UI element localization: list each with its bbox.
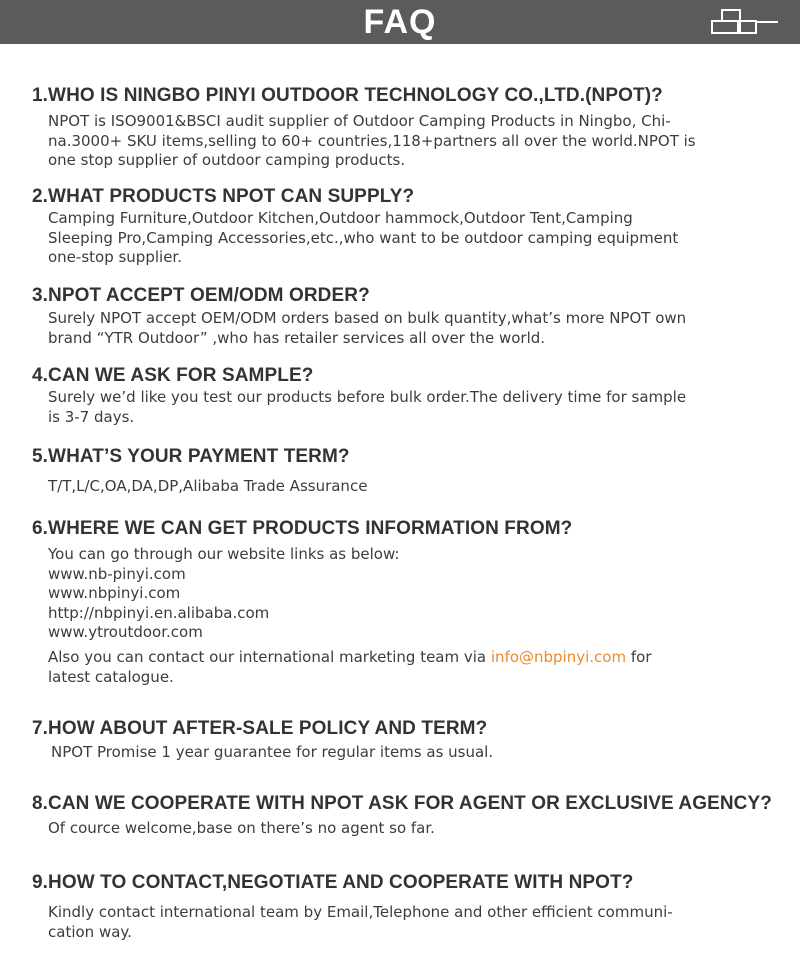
answer-line: T/T,L/C,OA,DA,DP,Alibaba Trade Assurance (48, 477, 368, 495)
faq-answer-6-contact (48, 648, 760, 687)
faq-question-1: 1.WHO IS NINGBO PINYI OUTDOOR TECHNOLOGY CO.,LTD.(NPOT)? (32, 85, 663, 106)
outline-blocks-icon (710, 8, 780, 36)
faq-question-7: 7.HOW ABOUT AFTER-SALE POLICY AND TERM? (32, 718, 488, 739)
website-link[interactable]: http://nbpinyi.en.alibaba.com (48, 603, 270, 622)
faq-answer-5 (48, 477, 760, 497)
faq-question-2: 2.WHAT PRODUCTS NPOT CAN SUPPLY? (32, 186, 415, 207)
faq-answer-3 (48, 309, 760, 348)
answer-line: one stop supplier of outdoor camping products. (48, 151, 406, 170)
faq-question-6: 6.WHERE WE CAN GET PRODUCTS INFORMATION FROM? (32, 518, 573, 539)
contact-line (48, 648, 760, 668)
answer-line: Of cource welcome,base on there’s no agent so far. (48, 819, 435, 837)
answer-line: Sleeping Pro,Camping Accessories,etc.,who want to be outdoor camping equipment (48, 228, 679, 247)
answer-line: NPOT is ISO9001&BSCI audit supplier of Outdoor Camping Products in Ningbo, Chi- (48, 112, 671, 130)
answer-line: Surely NPOT accept OEM/ODM orders based on bulk quantity,what’s more NPOT own (48, 309, 687, 327)
faq-answer-6 (48, 545, 760, 643)
website-link[interactable]: www.nbpinyi.com (48, 584, 181, 603)
answer-line: Camping Furniture,Outdoor Kitchen,Outdoor hammock,Outdoor Tent,Camping (48, 209, 633, 227)
answer-line: one-stop supplier. (48, 248, 182, 267)
website-link[interactable]: www.nb-pinyi.com (48, 564, 186, 583)
answer-line: Surely we’d like you test our products before bulk order.The delivery time for sample (48, 388, 687, 406)
faq-answer-1 (48, 112, 760, 171)
answer-line: NPOT Promise 1 year guarantee for regular items as usual. (51, 743, 494, 761)
faq-question-3: 3.NPOT ACCEPT OEM/ODM ORDER? (32, 285, 370, 306)
faq-answer-9 (48, 903, 760, 942)
answer-line: na.3000+ SKU items,selling to 60+ countries,118+partners all over the world.NPOT is (48, 131, 696, 150)
contact-text-after: for (626, 648, 652, 666)
faq-answer-2 (48, 209, 760, 268)
contact-line-2: latest catalogue. (48, 667, 174, 686)
faq-answer-7 (51, 743, 763, 763)
contact-text-before: Also you can contact our international marketing team via (48, 648, 491, 666)
faq-question-5: 5.WHAT’S YOUR PAYMENT TERM? (32, 446, 350, 467)
faq-question-8: 8.CAN WE COOPERATE WITH NPOT ASK FOR AGENT OR EXCLUSIVE AGENCY? (32, 793, 772, 814)
faq-answer-8 (48, 819, 760, 839)
page-title: FAQ (363, 3, 437, 41)
answer-line: brand “YTR Outdoor” ,who has retailer services all over the world. (48, 328, 546, 347)
email-link[interactable]: info@nbpinyi.com (490, 648, 627, 666)
answer-line: cation way. (48, 922, 132, 941)
faq-answer-4 (48, 388, 760, 427)
answer-line: is 3-7 days. (48, 407, 135, 426)
answer-line: Kindly contact international team by Email,Telephone and other efficient communi- (48, 903, 673, 921)
website-link[interactable]: www.ytroutdoor.com (48, 623, 203, 642)
faq-question-9: 9.HOW TO CONTACT,NEGOTIATE AND COOPERATE WITH NPOT? (32, 872, 634, 893)
faq-question-4: 4.CAN WE ASK FOR SAMPLE? (32, 365, 314, 386)
answer-line: You can go through our website links as below: (48, 545, 400, 563)
